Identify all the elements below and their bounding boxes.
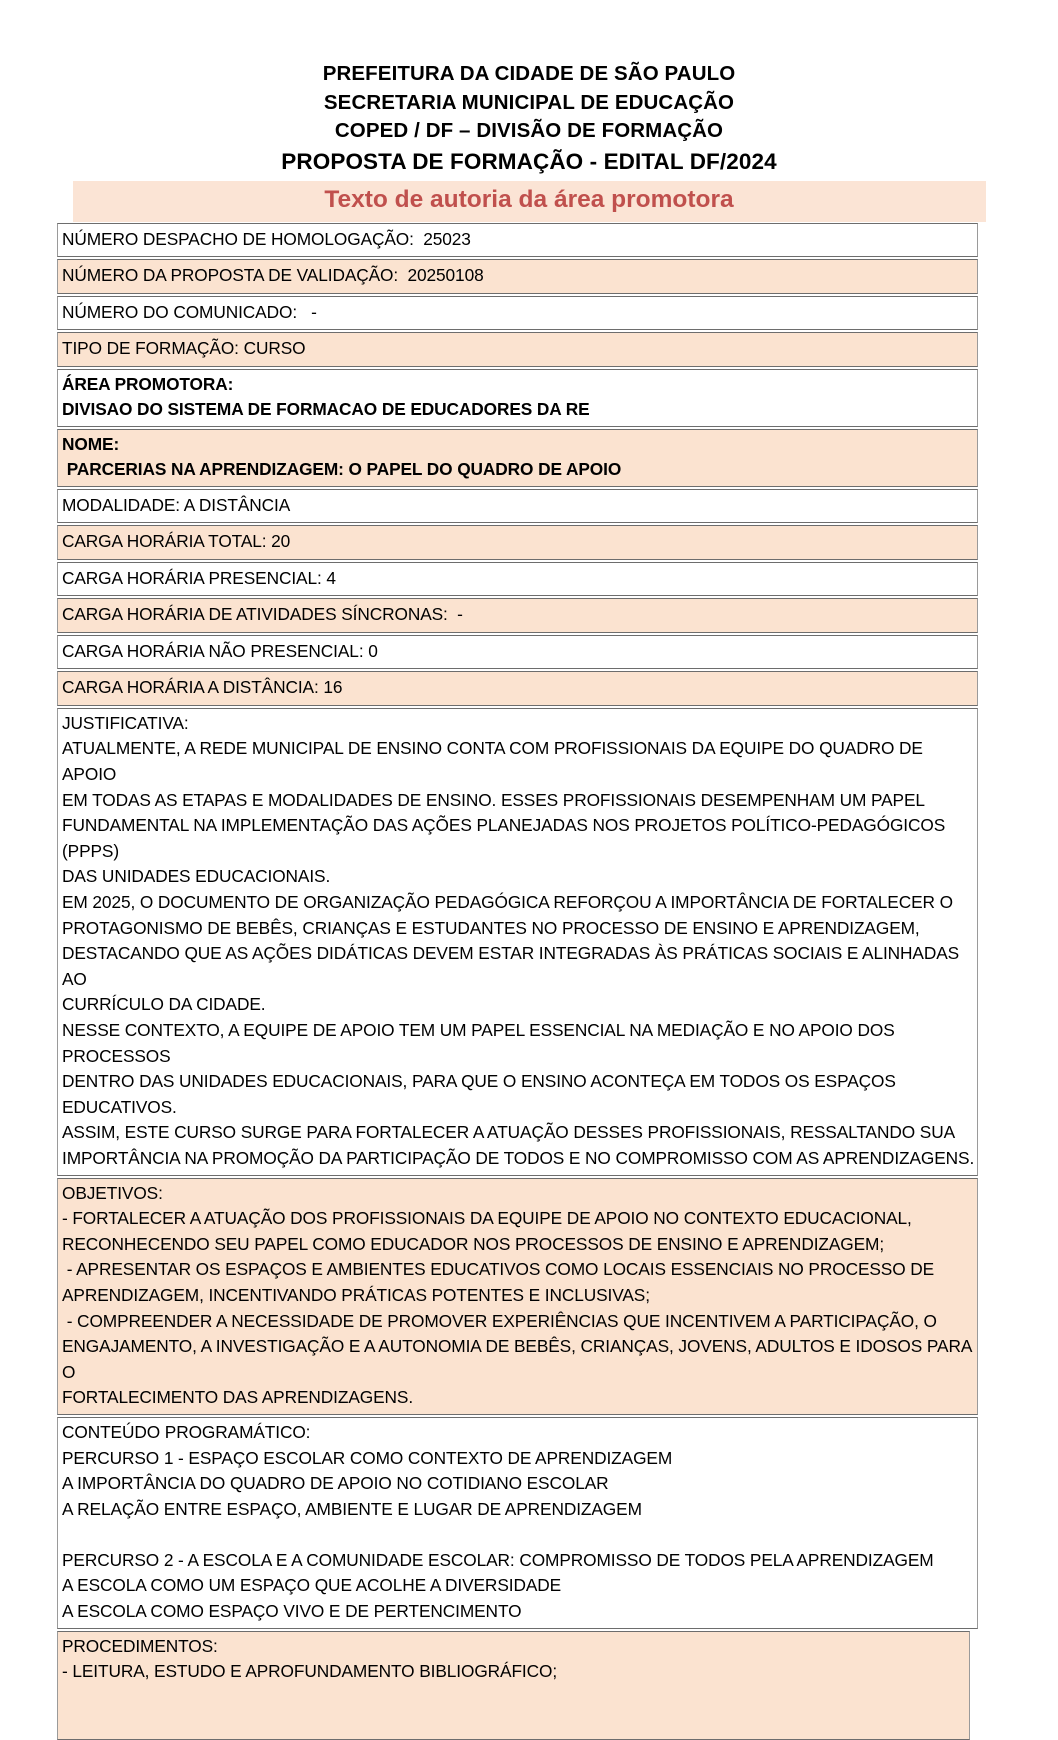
form-row-line: CARGA HORÁRIA A DISTÂNCIA: 16 xyxy=(62,675,977,701)
form-row-line: A RELAÇÃO ENTRE ESPAÇO, AMBIENTE E LUGAR DE APRENDIZAGEM xyxy=(62,1497,977,1523)
form-row-line: PARCERIAS NA APRENDIZAGEM: O PAPEL DO QUADRO DE APOIO xyxy=(62,457,977,483)
form-row-line: CONTEÚDO PROGRAMÁTICO: xyxy=(62,1420,977,1446)
form-row-line: APRENDIZAGEM, INCENTIVANDO PRÁTICAS POTENTES E INCLUSIVAS; xyxy=(62,1283,977,1309)
form-row-line: ENGAJAMENTO, A INVESTIGAÇÃO E A AUTONOMIA DE BEBÊS, CRIANÇAS, JOVENS, ADULTOS E IDOSOS PARA O xyxy=(62,1334,977,1385)
form-row-conteudo-programatico xyxy=(57,1417,978,1629)
form-row-line: PERCURSO 1 - ESPAÇO ESCOLAR COMO CONTEXTO DE APRENDIZAGEM xyxy=(62,1446,977,1472)
form-row-line: JUSTIFICATIVA: xyxy=(62,711,977,737)
form-row-line: ATUALMENTE, A REDE MUNICIPAL DE ENSINO CONTA COM PROFISSIONAIS DA EQUIPE DO QUADRO DE APOIO xyxy=(62,736,977,787)
form-row-line: DESTACANDO QUE AS AÇÕES DIDÁTICAS DEVEM ESTAR INTEGRADAS ÀS PRÁTICAS SOCIAIS E ALINHADAS AO xyxy=(62,941,977,992)
title-band xyxy=(73,181,986,222)
form-row-line: FUNDAMENTAL NA IMPLEMENTAÇÃO DAS AÇÕES PLANEJADAS NOS PROJETOS POLÍTICO-PEDAGÓGICOS (PPPS) xyxy=(62,813,977,864)
form-row-objetivos xyxy=(57,1178,978,1415)
form-row-line: - COMPREENDER A NECESSIDADE DE PROMOVER EXPERIÊNCIAS QUE INCENTIVEM A PARTICIPAÇÃO, O xyxy=(62,1309,977,1335)
form-row-line: DAS UNIDADES EDUCACIONAIS. xyxy=(62,864,977,890)
form-row-line: CARGA HORÁRIA NÃO PRESENCIAL: 0 xyxy=(62,639,977,665)
form-row-line: TIPO DE FORMAÇÃO: CURSO xyxy=(62,336,977,362)
form-row-area-promotora xyxy=(57,369,978,427)
form-row-line: NÚMERO DESPACHO DE HOMOLOGAÇÃO: 25023 xyxy=(62,227,977,253)
title-band-text: Texto de autoria da área promotora xyxy=(73,185,986,215)
form-row-carga-horaria-total xyxy=(57,525,978,560)
form-row-line: EM TODAS AS ETAPAS E MODALIDADES DE ENSINO. ESSES PROFISSIONAIS DESEMPENHAM UM PAPEL xyxy=(62,788,977,814)
form-row-line: EM 2025, O DOCUMENTO DE ORGANIZAÇÃO PEDAGÓGICA REFORÇOU A IMPORTÂNCIA DE FORTALECER O xyxy=(62,890,977,916)
header-line-proposta: PROPOSTA DE FORMAÇÃO - EDITAL DF/2024 xyxy=(0,146,1058,177)
blank-line xyxy=(62,1522,977,1548)
form-row-numero-comunicado xyxy=(57,296,978,331)
form-row-line: - FORTALECER A ATUAÇÃO DOS PROFISSIONAIS DA EQUIPE DE APOIO NO CONTEXTO EDUCACIONAL, xyxy=(62,1206,977,1232)
form-row-numero-despacho-homologacao xyxy=(57,223,978,258)
form-row-line: CURRÍCULO DA CIDADE. xyxy=(62,992,977,1018)
form-row-line: A IMPORTÂNCIA DO QUADRO DE APOIO NO COTIDIANO ESCOLAR xyxy=(62,1471,977,1497)
form-row-line: NESSE CONTEXTO, A EQUIPE DE APOIO TEM UM PAPEL ESSENCIAL NA MEDIAÇÃO E NO APOIO DOS PROCESSOS xyxy=(62,1018,977,1069)
form-row-justificativa xyxy=(57,708,978,1176)
form-row-line: RECONHECENDO SEU PAPEL COMO EDUCADOR NOS PROCESSOS DE ENSINO E APRENDIZAGEM; xyxy=(62,1232,977,1258)
blank-line xyxy=(62,1710,969,1736)
form-row-carga-horaria-atividades-sincronas xyxy=(57,598,978,633)
form-row-line: PROCEDIMENTOS: xyxy=(62,1634,969,1660)
form-row-line: MODALIDADE: A DISTÂNCIA xyxy=(62,493,977,519)
form-row-line: CARGA HORÁRIA PRESENCIAL: 4 xyxy=(62,566,977,592)
document-header xyxy=(0,0,1058,177)
header-line-secretaria: SECRETARIA MUNICIPAL DE EDUCAÇÃO xyxy=(0,89,1058,118)
form-row-line: A ESCOLA COMO ESPAÇO VIVO E DE PERTENCIMENTO xyxy=(62,1599,977,1625)
form-row-line: CARGA HORÁRIA DE ATIVIDADES SÍNCRONAS: - xyxy=(62,602,977,628)
form-row-carga-horaria-nao-presencial xyxy=(57,635,978,670)
form-row-line: NÚMERO DO COMUNICADO: - xyxy=(62,300,977,326)
form-row-nome-da-formacao xyxy=(57,429,978,487)
header-line-prefeitura: PREFEITURA DA CIDADE DE SÃO PAULO xyxy=(0,60,1058,89)
header-line-coped: COPED / DF – DIVISÃO DE FORMAÇÃO xyxy=(0,117,1058,146)
form-row-line: NÚMERO DA PROPOSTA DE VALIDAÇÃO: 20250108 xyxy=(62,263,977,289)
form-row-line: ÁREA PROMOTORA: xyxy=(62,372,977,398)
form-row-tipo-de-formacao xyxy=(57,332,978,367)
form-row-line: ASSIM, ESTE CURSO SURGE PARA FORTALECER A ATUAÇÃO DESSES PROFISSIONAIS, RESSALTANDO SUA xyxy=(62,1120,977,1146)
form-row-procedimentos xyxy=(57,1631,970,1740)
form-row-line: OBJETIVOS: xyxy=(62,1181,977,1207)
form-row-line: PROTAGONISMO DE BEBÊS, CRIANÇAS E ESTUDANTES NO PROCESSO DE ENSINO E APRENDIZAGEM, xyxy=(62,916,977,942)
form-row-line: A ESCOLA COMO UM ESPAÇO QUE ACOLHE A DIVERSIDADE xyxy=(62,1573,977,1599)
proposal-form-table xyxy=(57,223,978,1740)
form-row-numero-proposta-validacao xyxy=(57,259,978,294)
form-row-line: CARGA HORÁRIA TOTAL: 20 xyxy=(62,529,977,555)
form-row-line: PERCURSO 2 - A ESCOLA E A COMUNIDADE ESCOLAR: COMPROMISSO DE TODOS PELA APRENDIZAGEM xyxy=(62,1548,977,1574)
form-row-line: IMPORTÂNCIA NA PROMOÇÃO DA PARTICIPAÇÃO DE TODOS E NO COMPROMISSO COM AS APRENDIZAGENS. xyxy=(62,1146,977,1172)
form-row-carga-horaria-presencial xyxy=(57,562,978,597)
form-row-line: DIVISAO DO SISTEMA DE FORMACAO DE EDUCADORES DA RE xyxy=(62,397,977,423)
form-row-modalidade xyxy=(57,489,978,524)
form-row-line: DENTRO DAS UNIDADES EDUCACIONAIS, PARA QUE O ENSINO ACONTEÇA EM TODOS OS ESPAÇOS EDUCATIVOS. xyxy=(62,1069,977,1120)
form-row-line: - LEITURA, ESTUDO E APROFUNDAMENTO BIBLIOGRÁFICO; xyxy=(62,1659,969,1685)
form-row-line: - APRESENTAR OS ESPAÇOS E AMBIENTES EDUCATIVOS COMO LOCAIS ESSENCIAIS NO PROCESSO DE xyxy=(62,1257,977,1283)
form-row-line: NOME: xyxy=(62,432,977,458)
form-row-carga-horaria-a-distancia xyxy=(57,671,978,706)
blank-line xyxy=(62,1685,969,1711)
form-row-line: FORTALECIMENTO DAS APRENDIZAGENS. xyxy=(62,1385,977,1411)
